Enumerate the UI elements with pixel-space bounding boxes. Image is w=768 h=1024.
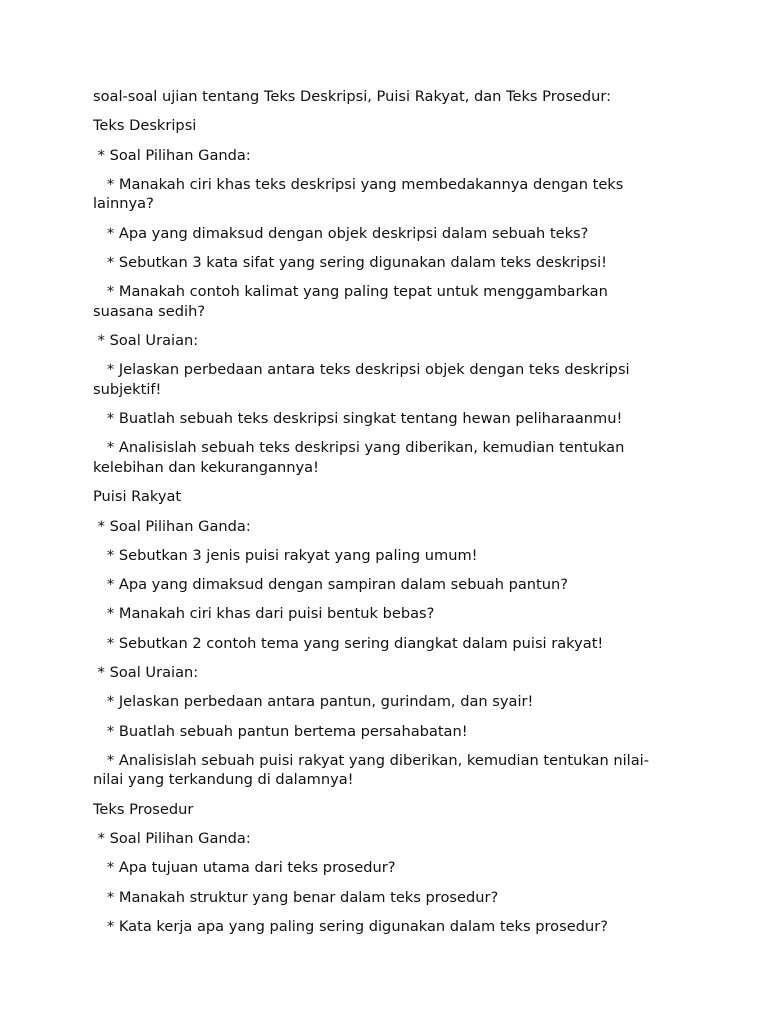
question-item: * Buatlah sebuah pantun bertema persahabatan! [93, 722, 468, 740]
question-item: * Analisislah sebuah puisi rakyat yang diberikan, kemudian tentukan nilai-nilai yang terkandung di dalamnya! [93, 751, 649, 789]
question-item: * Apa yang dimaksud dengan sampiran dalam sebuah pantun? [93, 576, 569, 594]
question-item: * Jelaskan perbedaan antara teks deskripsi objek dengan teks deskripsi subjektif! [93, 361, 635, 398]
question-item: * Manakah contoh kalimat yang paling tepat untuk menggambarkan suasana sedih? [93, 283, 613, 320]
section-heading: Puisi Rakyat [93, 488, 182, 506]
group-label: * Soal Uraian: [93, 332, 199, 350]
question-item: * Manakah ciri khas dari puisi bentuk bebas? [93, 605, 435, 623]
section-heading: Teks Prosedur [93, 800, 194, 818]
question-item: * Kata kerja apa yang paling sering digunakan dalam teks prosedur? [93, 917, 608, 935]
group-label: * Soal Pilihan Ganda: [93, 146, 251, 164]
group-label: * Soal Pilihan Ganda: [93, 517, 251, 535]
group-label: * Soal Uraian: [93, 664, 199, 682]
question-item: * Apa tujuan utama dari teks prosedur? [93, 859, 396, 877]
question-item: * Sebutkan 2 contoh tema yang sering diangkat dalam puisi rakyat! [93, 634, 604, 652]
question-item: * Analisislah sebuah teks deskripsi yang diberikan, kemudian tentukan kelebihan dan kekurangannya! [93, 439, 630, 476]
question-item: * Sebutkan 3 kata sifat yang sering digunakan dalam teks deskripsi! [93, 253, 607, 271]
document-intro: soal-soal ujian tentang Teks Deskripsi, Puisi Rakyat, dan Teks Prosedur: [93, 88, 612, 105]
question-item: * Apa yang dimaksud dengan objek deskripsi dalam sebuah teks? [93, 224, 589, 242]
question-item: * Jelaskan perbedaan antara pantun, gurindam, dan syair! [93, 693, 534, 711]
group-label: * Soal Pilihan Ganda: [93, 830, 251, 848]
question-item: * Sebutkan 3 jenis puisi rakyat yang paling umum! [93, 546, 478, 564]
document-body [93, 87, 673, 946]
section-heading: Teks Deskripsi [93, 117, 197, 135]
question-item: * Manakah ciri khas teks deskripsi yang membedakannya dengan teks lainnya? [93, 175, 629, 213]
question-item: * Buatlah sebuah teks deskripsi singkat tentang hewan peliharaanmu! [93, 410, 623, 428]
question-item: * Manakah struktur yang benar dalam teks prosedur? [93, 888, 499, 906]
